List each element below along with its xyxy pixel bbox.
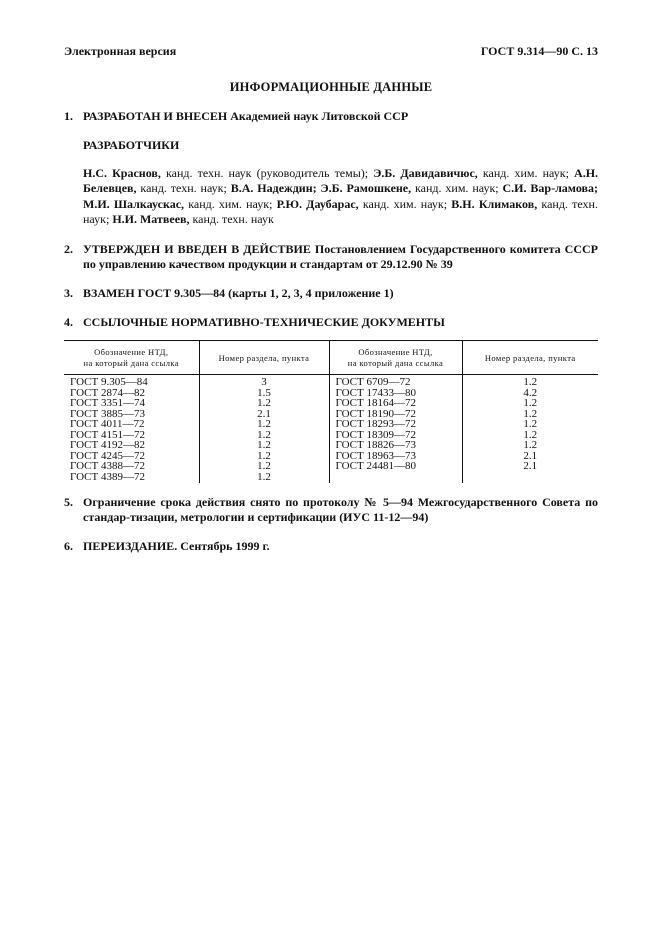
references-table [64,340,598,483]
header-section-right: Номер раздела, пункта [462,341,598,375]
table-cell-designation: ГОСТ 3351—74 [70,397,145,410]
table-cell-designation: ГОСТ 4389—72 [70,470,145,483]
developer-name: В.А. Надеждин; [230,181,317,196]
table-cell-designation: ГОСТ 4245—72 [70,449,145,462]
developer-role: канд. техн. наук; [83,196,598,226]
table-cell-section: 1.2 [523,407,538,420]
table-cell-designation: ГОСТ 4192—82 [70,439,145,452]
item-5 [64,495,598,525]
table-cell-designation: ГОСТ 18190—72 [335,407,416,420]
table-cell-section: 1.2 [257,460,271,473]
item-1-bold: РАЗРАБОТАН И ВНЕСЕН [83,109,228,123]
item-5-number: 5. [64,495,73,510]
item-2 [64,242,598,272]
item-6-text: ПЕРЕИЗДАНИЕ. Сентябрь 1999 г. [83,539,270,554]
table-cell-designation: ГОСТ 18309—72 [335,428,416,441]
table-cell-designation: ГОСТ 9.305—84 [70,376,148,389]
header-designation-line2: на который дана ссылка [347,358,444,369]
developer-role: канд. хим. наук; [184,196,277,211]
item-4-text: ССЫЛОЧНЫЕ НОРМАТИВНО-ТЕХНИЧЕСКИЕ ДОКУМЕНТЫ [83,315,445,330]
item-4-number: 4. [64,315,73,330]
item-1-number: 1. [64,109,73,123]
developer-role: канд. хим. наук; [477,166,575,180]
header-designation-line2: на который дана ссылка [83,358,179,369]
developer-name: А.Н. Белевцев, [83,166,599,196]
table-cell-section: 3 [261,376,267,389]
table-cell-section: 1.5 [257,386,271,399]
table-cell-section: 1.2 [257,428,271,441]
developer-name: Н.И. Матвеев, [112,211,190,226]
header-right: ГОСТ 9.314—90 С. 13 [480,44,598,58]
table-cell-designation: ГОСТ 24481—80 [335,460,416,473]
table-header-row [64,341,598,375]
table-cell-section: 4.2 [523,386,538,399]
header-designation-right [329,341,462,375]
developers-heading: РАЗРАБОТЧИКИ [83,138,180,152]
item-6 [64,539,598,554]
table-cell-section: 1.2 [523,428,538,441]
document-page [64,44,598,554]
developer-name: С.И. Вар-ламова; [502,181,599,196]
developer-name: Э.Б. Рамошкене, [320,181,412,196]
developer-name: Н.С. Краснов, [83,166,161,180]
left-designation-column [64,375,199,484]
left-section-column [199,375,329,484]
item-1 [64,109,598,124]
page-title: ИНФОРМАЦИОННЫЕ ДАННЫЕ [229,80,433,94]
item-2-number: 2. [64,242,73,257]
table-cell-designation: ГОСТ 4388—72 [70,460,145,473]
developer-role: канд. хим. наук; [411,181,503,196]
table-cell-section: 1.2 [257,418,271,431]
table-cell-section: 1.2 [257,439,271,452]
header-designation-left [64,341,199,375]
developer-role: канд. техн. наук [189,211,274,226]
item-5-text: Ограничение срока действия снято по протоколу № 5—94 Межгосударственного Совета по стандар-тизации, метрологии и сертификации (ИУС 11-12—94) [83,495,598,525]
table-cell-section: 1.2 [523,418,538,431]
developer-name: Р.Ю. Даубарас, [276,196,359,211]
table-cell-section: 1.2 [257,449,271,462]
table-cell-section: 1.2 [257,397,271,410]
item-1-text: Академией наук Литовской ССР [227,109,409,123]
table-cell-designation: ГОСТ 18164—72 [335,397,416,410]
item-2-bold: УТВЕРЖДЕН И ВВЕДЕН В ДЕЙСТВИЕ [83,242,311,257]
developer-role: канд. техн. наук (руководитель темы); [160,166,374,180]
table-cell-designation: ГОСТ 4151—72 [70,428,145,441]
header-designation-line1: Обозначение НТД, [358,347,433,358]
right-designation-column [329,375,462,484]
table-cell-designation: ГОСТ 18963—73 [335,449,416,462]
header-designation-line1: Обозначение НТД, [94,347,169,358]
table-cell-section: 1.2 [257,470,271,483]
item-3 [64,286,598,301]
developer-role: канд. техн. наук; [136,181,231,196]
table-cell-section: 2.1 [257,407,271,420]
developer-role: канд. хим. наук; [358,196,452,211]
table-cell-section: 1.2 [523,376,538,389]
table-cell-section: 2.1 [523,460,538,473]
developers-list [83,166,598,227]
item-6-number: 6. [64,539,73,554]
table-cell-section: 2.1 [523,449,538,462]
table-cell-section: 1.2 [523,439,538,452]
developer-name: В.Н. Климаков, [451,196,538,211]
item-4 [64,315,598,330]
table-cell-designation: ГОСТ 18826—73 [335,439,416,452]
table-cell-designation: ГОСТ 17433—80 [335,386,416,399]
table-cell-designation: ГОСТ 6709—72 [335,376,411,389]
table-body-row [64,375,598,484]
table-cell-section: 1.2 [523,397,538,410]
table-cell-designation: ГОСТ 3885—73 [70,407,145,420]
table-cell-designation: ГОСТ 18293—72 [335,418,416,431]
header-left: Электронная версия [64,44,177,58]
item-2-text: Постановлением Государственного комитета СССР по управлению качеством продукции и стандартам от 29.12.90 № 39 [83,242,598,272]
right-section-column [462,375,598,484]
table-cell-designation: ГОСТ 4011—72 [70,418,145,431]
running-header [64,44,598,62]
table-cell-designation: ГОСТ 2874—82 [70,386,145,399]
developer-name: Э.Б. Давидавичюс, [373,166,478,180]
header-section-left: Номер раздела, пункта [199,341,329,375]
item-3-number: 3. [64,286,73,301]
developer-name: М.И. Шалкаускас, [83,196,185,211]
item-3-text: ВЗАМЕН ГОСТ 9.305—84 (карты 1, 2, 3, 4 приложение 1) [83,286,394,301]
